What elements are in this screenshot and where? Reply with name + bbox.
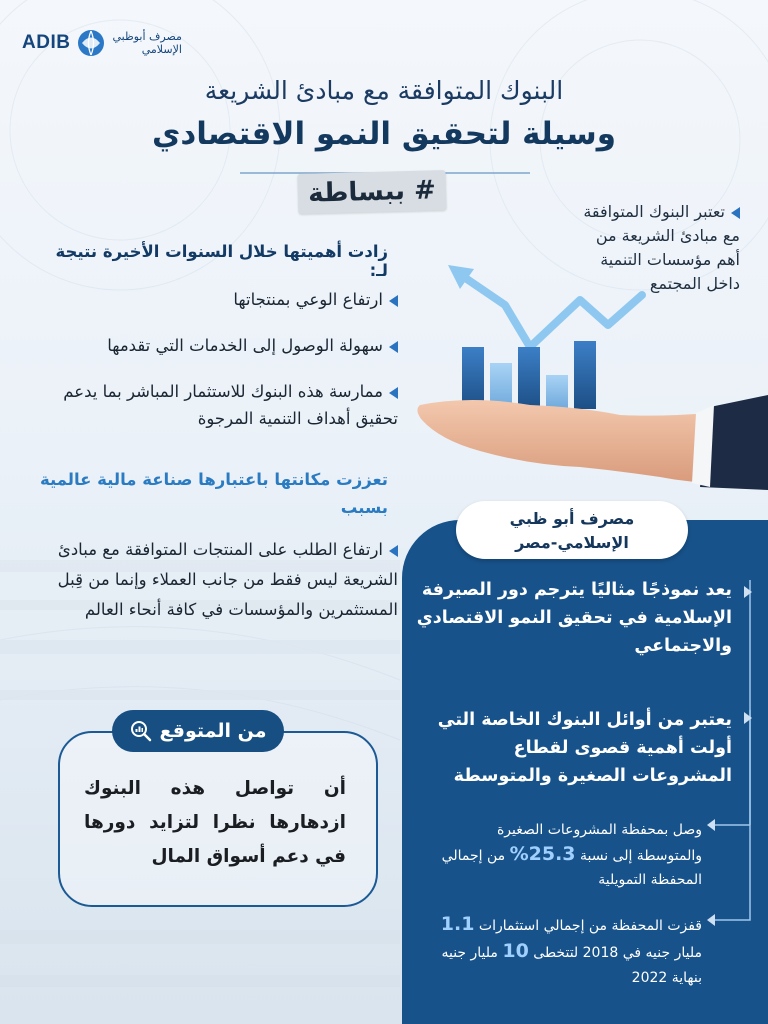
importance-heading: زادت أهميتها خلال السنوات الأخيرة نتيجة لـ: xyxy=(55,242,388,280)
bullet-arrow-icon xyxy=(731,207,740,219)
panel-bullet-1 xyxy=(414,576,732,660)
title-line1: البنوك المتوافقة مع مبادئ الشريعة xyxy=(204,76,564,105)
panel-stat-1 xyxy=(430,818,702,892)
bullet-arrow-icon xyxy=(389,387,398,399)
panel-title xyxy=(456,501,688,559)
panel-title-line2: الإسلامي-مصر xyxy=(515,533,629,552)
importance-bullet-text: ممارسة هذه البنوك للاستثمار المباشر بما يدعم تحقيق أهداف التنمية المرجوة xyxy=(63,382,398,428)
panel-bullet-2 xyxy=(414,706,732,790)
adib-logo xyxy=(22,26,182,60)
magnifier-chart-icon xyxy=(130,720,152,742)
list-item xyxy=(38,378,398,432)
stat1-text-before: وصل بمحفظة المشروعات الصغيرة والمتوسطة إلى نسبة xyxy=(496,822,702,864)
stat1-text-after: من إجمالي المحفظة التمويلية xyxy=(441,848,702,888)
growth-chart-hand-illustration xyxy=(410,255,768,495)
list-item xyxy=(38,535,398,625)
intro-line: تعتبر البنوك المتوافقة xyxy=(583,202,725,221)
stat1-value: 25.3% xyxy=(509,843,576,865)
logo-ar-line1: مصرف أبوظبي xyxy=(112,30,182,43)
list-item xyxy=(38,332,398,359)
logo-text-ar xyxy=(112,30,181,56)
bullet-arrow-icon xyxy=(389,545,398,557)
adib-globe-icon xyxy=(76,28,106,58)
expected-text: أن تواصل هذه البنوك ازدهارها نظرا لتزايد دورها في دعم أسواق المال xyxy=(84,778,346,867)
panel-bullet-1-text: يعد نموذجًا مثاليًا يترجم دور الصيرفة الإسلامية في تحقيق النمو الاقتصادي والاجتماعي xyxy=(416,580,732,656)
intro-line: أهم مؤسسات التنمية xyxy=(600,250,740,269)
intro-line: داخل المجتمع xyxy=(649,274,740,293)
bullet-arrow-icon xyxy=(389,341,398,353)
list-item xyxy=(38,286,398,313)
stat2-value2: 10 xyxy=(502,940,529,962)
position-heading: تعززت مكانتها باعتبارها صناعة مالية عالمية بسبب xyxy=(39,470,388,517)
panel-stat-2 xyxy=(430,912,702,991)
hashtag-badge: # ببساطة xyxy=(298,170,447,214)
expected-label-tab xyxy=(112,710,284,752)
panel-title-line1: مصرف أبو ظبي xyxy=(509,509,635,528)
position-bullet-text: ارتفاع الطلب على المنتجات المتوافقة مع مبادئ الشريعة ليس فقط من جانب العملاء وإنما من قِبل المستثمرين والمؤسسات في كافة أنحاء العالم xyxy=(57,540,398,619)
panel-bullet-2-text: يعتبر من أوائل البنوك الخاصة التي أولت أهمية قصوى لقطاع المشروعات الصغيرة والمتوسطة xyxy=(437,710,732,786)
stat2-text-after: مليار جنيه بنهاية 2022 xyxy=(441,945,702,986)
stat2-text-mid: مليار جنيه في 2018 لتتخطى xyxy=(533,945,702,961)
stat2-text-before: قفزت المحفظة من إجمالي استثمارات xyxy=(478,918,702,934)
stat2-value1: 1.1 xyxy=(440,913,475,935)
importance-bullet-text: سهولة الوصول إلى الخدمات التي تقدمها xyxy=(107,336,383,355)
title-line2: وسيلة لتحقيق النمو الاقتصادي xyxy=(151,116,617,152)
logo-ar-line2: الإسلامي xyxy=(141,43,182,56)
expected-label: من المتوقع xyxy=(159,720,267,742)
intro-line: مع مبادئ الشريعة من xyxy=(595,226,740,245)
importance-bullet-text: ارتفاع الوعي بمنتجاتها xyxy=(233,290,383,309)
bullet-arrow-icon xyxy=(389,295,398,307)
logo-text-en: ADIB xyxy=(22,32,71,53)
